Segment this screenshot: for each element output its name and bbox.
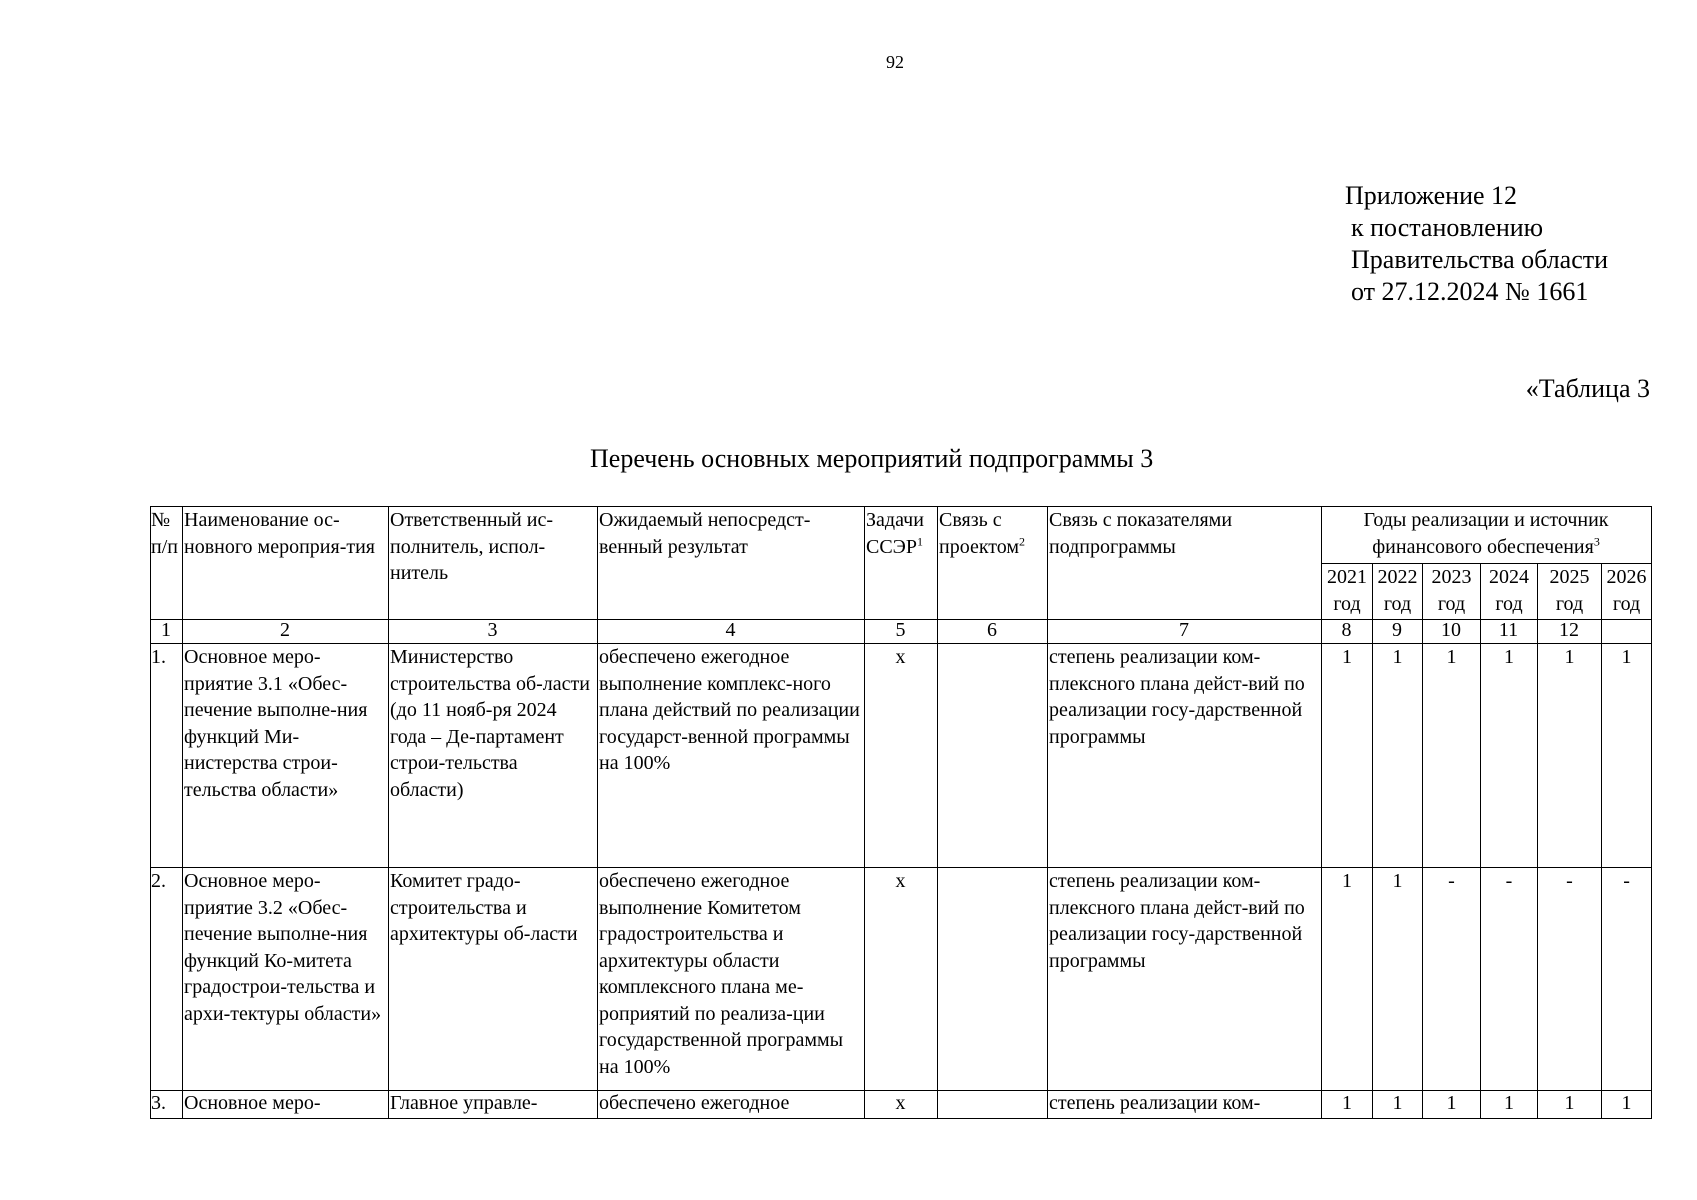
activity-tasks: x bbox=[865, 644, 938, 868]
activity-name: Основное меро- bbox=[183, 1091, 389, 1119]
activity-name: Основное меро-приятие 3.1 «Обес-печение выполне-ния функций Ми-нистерства строи-тельства области» bbox=[183, 644, 389, 868]
header-year: 2026 год bbox=[1602, 564, 1652, 620]
header-year: 2022 год bbox=[1373, 564, 1423, 620]
header-result: Ожидаемый непосредст-венный результат bbox=[598, 507, 865, 620]
row-number: 2. bbox=[151, 868, 183, 1091]
year-value: 1 bbox=[1322, 1091, 1373, 1119]
header-years-group-text: Годы реализации и источник финансового обеспечения bbox=[1363, 509, 1609, 558]
column-number bbox=[1602, 620, 1652, 644]
appendix-block bbox=[1345, 180, 1608, 308]
year-value: 1 bbox=[1373, 868, 1423, 1091]
column-number: 8 bbox=[1322, 620, 1373, 644]
column-number: 12 bbox=[1538, 620, 1602, 644]
year-value: 1 bbox=[1373, 644, 1423, 868]
header-name: Наименование ос-новного мероприя-тия bbox=[183, 507, 389, 620]
year-value: 1 bbox=[1481, 644, 1538, 868]
footnote-mark: 1 bbox=[917, 533, 924, 548]
header-num: № п/п bbox=[151, 507, 183, 620]
header-year: 2021 год bbox=[1322, 564, 1373, 620]
footnote-mark: 3 bbox=[1593, 533, 1600, 548]
year-value: 1 bbox=[1602, 644, 1652, 868]
year-value: 1 bbox=[1602, 1091, 1652, 1119]
year-value: 1 bbox=[1481, 1091, 1538, 1119]
activity-indicators: степень реализации ком- bbox=[1048, 1091, 1322, 1119]
row-number: 1. bbox=[151, 644, 183, 868]
column-number: 10 bbox=[1423, 620, 1481, 644]
document-title: Перечень основных мероприятий подпрограммы 3 bbox=[590, 444, 1154, 473]
activity-result: обеспечено ежегодное выполнение Комитетом градостроительства и архитектуры области комплексного плана ме-роприятий по реализа-ции государственной программы на 100% bbox=[598, 868, 865, 1091]
activity-project bbox=[938, 644, 1048, 868]
activity-indicators: степень реализации ком-плексного плана дейст-вий по реализации госу-дарственной программы bbox=[1048, 868, 1322, 1091]
year-value: - bbox=[1481, 868, 1538, 1091]
header-executor: Ответственный ис-полнитель, испол-нитель bbox=[389, 507, 598, 620]
year-value: - bbox=[1423, 868, 1481, 1091]
header-tasks bbox=[865, 507, 938, 620]
column-number: 11 bbox=[1481, 620, 1538, 644]
appendix-line: от 27.12.2024 № 1661 bbox=[1351, 277, 1589, 306]
column-number: 4 bbox=[598, 620, 865, 644]
header-year: 2023 год bbox=[1423, 564, 1481, 620]
column-number: 7 bbox=[1048, 620, 1322, 644]
table-row bbox=[151, 868, 1652, 1091]
year-value: 1 bbox=[1538, 644, 1602, 868]
activity-tasks: x bbox=[865, 1091, 938, 1119]
year-value: 1 bbox=[1423, 1091, 1481, 1119]
column-number: 6 bbox=[938, 620, 1048, 644]
year-value: - bbox=[1538, 868, 1602, 1091]
activity-project bbox=[938, 1091, 1048, 1119]
activity-result: обеспечено ежегодное bbox=[598, 1091, 865, 1119]
column-number: 1 bbox=[151, 620, 183, 644]
row-number: 3. bbox=[151, 1091, 183, 1119]
appendix-line: Приложение 12 bbox=[1345, 181, 1518, 210]
column-number-row bbox=[151, 620, 1652, 644]
activity-executor: Комитет градо-строительства и архитектуры об-ласти bbox=[389, 868, 598, 1091]
header-tasks-text: Задачи ССЭР bbox=[866, 509, 924, 558]
year-value: 1 bbox=[1423, 644, 1481, 868]
table-row bbox=[151, 1091, 1652, 1119]
activities-table bbox=[150, 506, 1652, 1119]
activity-name: Основное меро-приятие 3.2 «Обес-печение выполне-ния функций Ко-митета градострои-тельства и архи-тектуры области» bbox=[183, 868, 389, 1091]
appendix-line: Правительства области bbox=[1351, 245, 1609, 274]
header-project-text: Связь с проектом bbox=[939, 509, 1020, 558]
column-number: 2 bbox=[183, 620, 389, 644]
header-row bbox=[151, 507, 1652, 564]
header-year: 2025 год bbox=[1538, 564, 1602, 620]
activity-result: обеспечено ежегодное выполнение комплекс-ного плана действий по реализации государст-венной программы на 100% bbox=[598, 644, 865, 868]
header-years-group bbox=[1322, 507, 1652, 564]
column-number: 9 bbox=[1373, 620, 1423, 644]
header-year: 2024 год bbox=[1481, 564, 1538, 620]
year-value: 1 bbox=[1373, 1091, 1423, 1119]
header-indicators: Связь с показателями подпрограммы bbox=[1048, 507, 1322, 620]
table-label: «Таблица 3 bbox=[1525, 374, 1650, 403]
year-value: 1 bbox=[1322, 868, 1373, 1091]
column-number: 3 bbox=[389, 620, 598, 644]
year-value: - bbox=[1602, 868, 1652, 1091]
activity-executor: Министерство строительства об-ласти (до 11 нояб-ря 2024 года – Де-партамент строи-тельства области) bbox=[389, 644, 598, 868]
appendix-line: к постановлению bbox=[1351, 213, 1544, 242]
activity-indicators: степень реализации ком-плексного плана дейст-вий по реализации госу-дарственной программы bbox=[1048, 644, 1322, 868]
activity-tasks: x bbox=[865, 868, 938, 1091]
column-number: 5 bbox=[865, 620, 938, 644]
footnote-mark: 2 bbox=[1019, 533, 1026, 548]
activity-executor: Главное управле- bbox=[389, 1091, 598, 1119]
year-value: 1 bbox=[1538, 1091, 1602, 1119]
page-number: 92 bbox=[886, 52, 904, 72]
table-row bbox=[151, 644, 1652, 868]
activity-project bbox=[938, 868, 1048, 1091]
header-project bbox=[938, 507, 1048, 620]
year-value: 1 bbox=[1322, 644, 1373, 868]
